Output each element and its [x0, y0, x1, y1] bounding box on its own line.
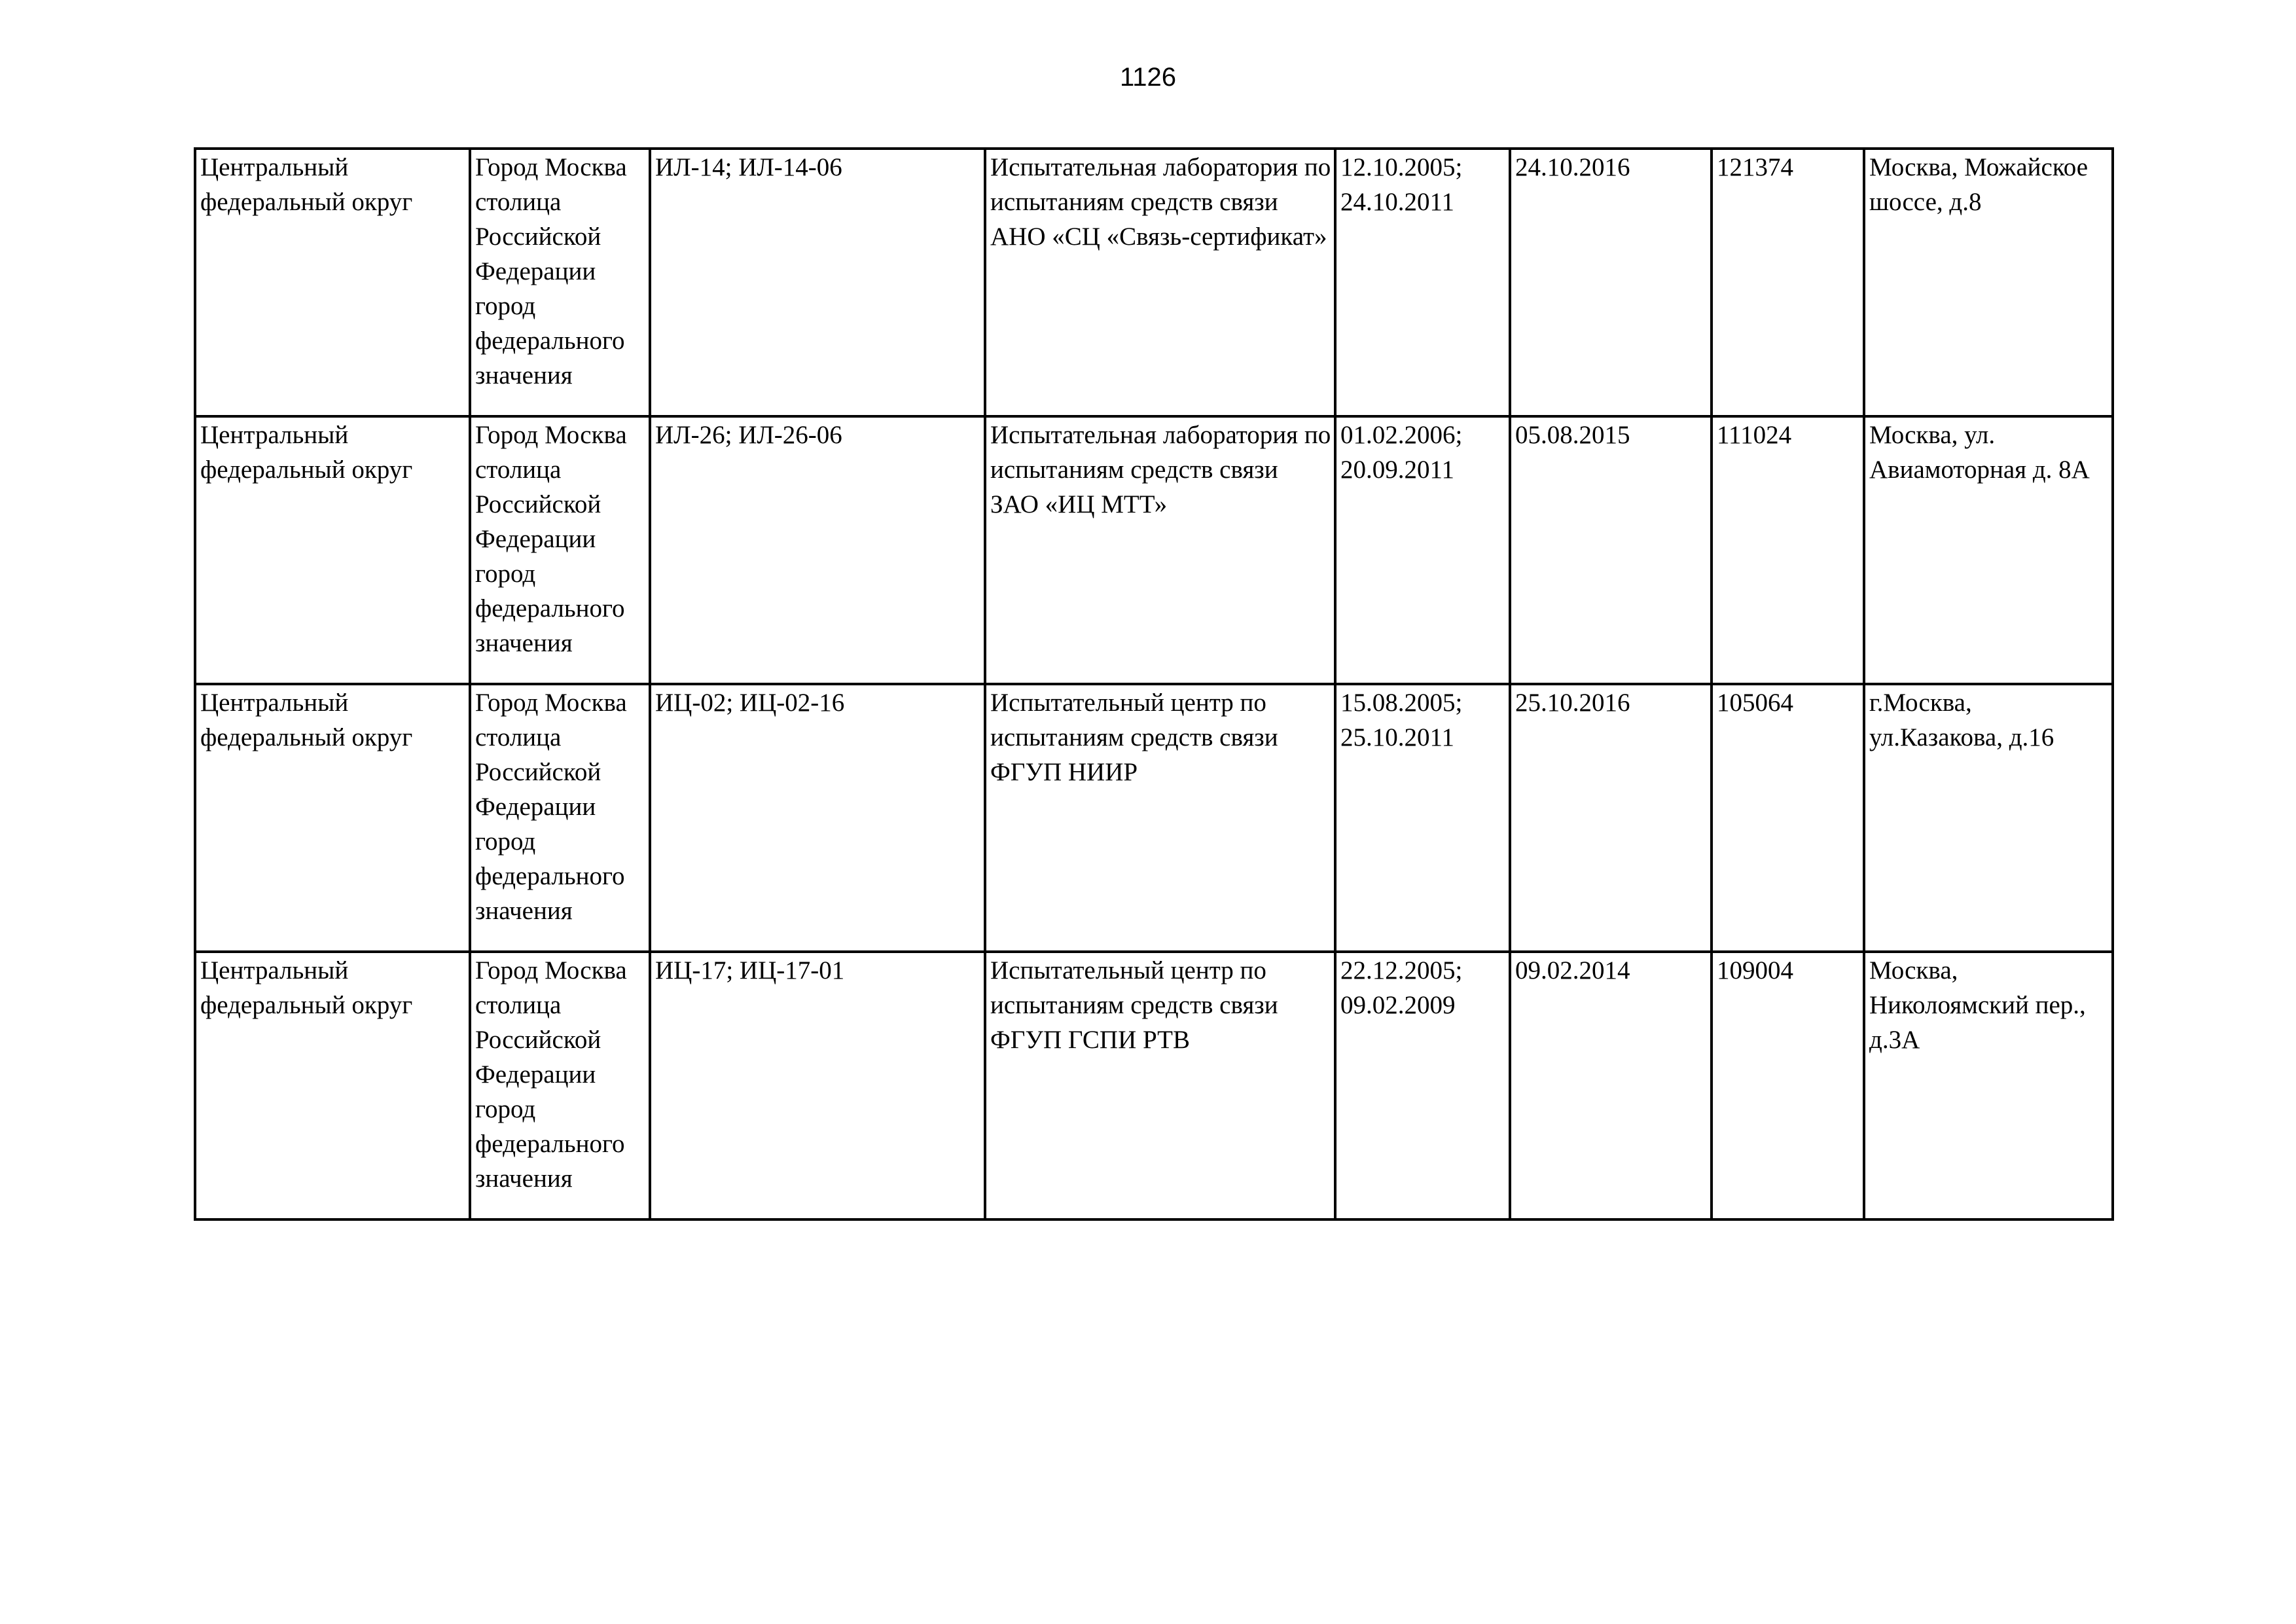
codes-cell: ИЦ-02; ИЦ-02-16: [650, 684, 985, 952]
address-cell: Москва, Николоямский пер., д.3А: [1864, 952, 2113, 1219]
organization-cell: Испытательная лаборатория по испытаниям средств связи АНО «СЦ «Связь-сертификат»: [985, 149, 1335, 416]
postcode-cell: 111024: [1712, 416, 1864, 684]
codes-cell: ИЛ-14; ИЛ-14-06: [650, 149, 985, 416]
valid-until-cell: 24.10.2016: [1510, 149, 1712, 416]
region-cell: Город Москва столица Российской Федерации город федерального значения: [470, 149, 650, 416]
page-number: 1126: [1119, 63, 1176, 92]
district-cell: Центральный федеральный округ: [195, 149, 470, 416]
codes-cell: ИЦ-17; ИЦ-17-01: [650, 952, 985, 1219]
dates-cell: 12.10.2005; 24.10.2011: [1335, 149, 1510, 416]
table-row: [195, 149, 2113, 416]
codes-cell: ИЛ-26; ИЛ-26-06: [650, 416, 985, 684]
district-cell: Центральный федеральный округ: [195, 684, 470, 952]
district-cell: Центральный федеральный округ: [195, 952, 470, 1219]
organization-cell: Испытательный центр по испытаниям средств связи ФГУП ГСПИ РТВ: [985, 952, 1335, 1219]
postcode-cell: 121374: [1712, 149, 1864, 416]
organization-cell: Испытательный центр по испытаниям средств связи ФГУП НИИР: [985, 684, 1335, 952]
address-cell: Москва, Можайское шоссе, д.8: [1864, 149, 2113, 416]
table-row: [195, 952, 2113, 1219]
valid-until-cell: 05.08.2015: [1510, 416, 1712, 684]
valid-until-cell: 09.02.2014: [1510, 952, 1712, 1219]
valid-until-cell: 25.10.2016: [1510, 684, 1712, 952]
region-cell: Город Москва столица Российской Федерации город федерального значения: [470, 416, 650, 684]
address-cell: г.Москва, ул.Казакова, д.16: [1864, 684, 2113, 952]
dates-cell: 01.02.2006; 20.09.2011: [1335, 416, 1510, 684]
postcode-cell: 109004: [1712, 952, 1864, 1219]
registry-table: [194, 147, 2114, 1221]
organization-cell: Испытательная лаборатория по испытаниям средств связи ЗАО «ИЦ МТТ»: [985, 416, 1335, 684]
table-row: [195, 416, 2113, 684]
address-cell: Москва, ул. Авиамоторная д. 8А: [1864, 416, 2113, 684]
postcode-cell: 105064: [1712, 684, 1864, 952]
dates-cell: 22.12.2005; 09.02.2009: [1335, 952, 1510, 1219]
region-cell: Город Москва столица Российской Федерации город федерального значения: [470, 952, 650, 1219]
region-cell: Город Москва столица Российской Федерации город федерального значения: [470, 684, 650, 952]
dates-cell: 15.08.2005; 25.10.2011: [1335, 684, 1510, 952]
district-cell: Центральный федеральный округ: [195, 416, 470, 684]
table-row: [195, 684, 2113, 952]
